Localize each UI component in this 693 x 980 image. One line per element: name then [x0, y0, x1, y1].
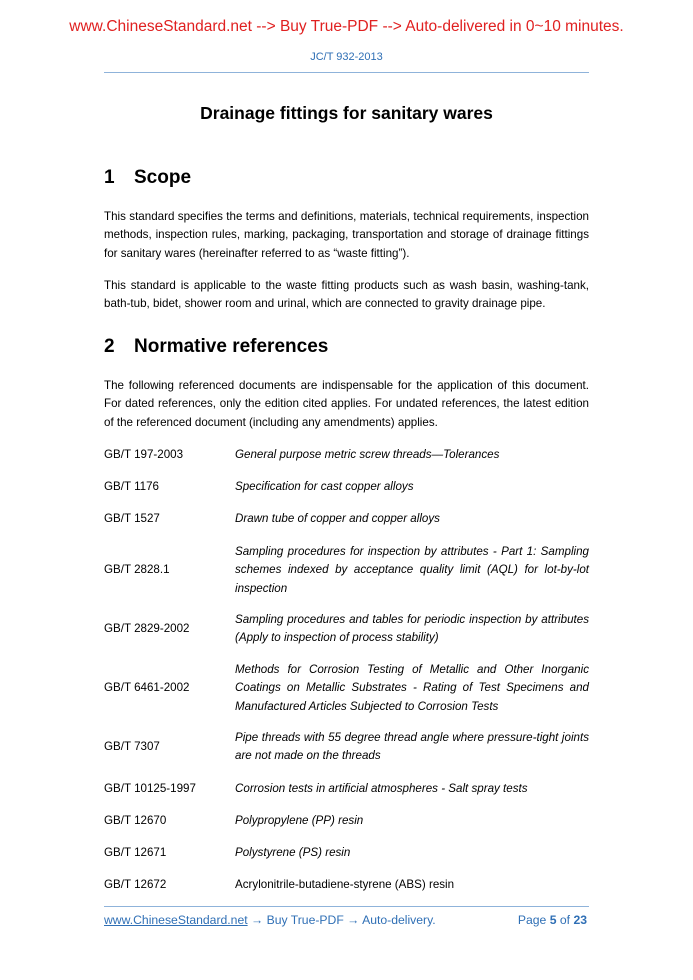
reference-title: General purpose metric screw threads—Tolerances: [235, 448, 500, 461]
header-divider: [104, 72, 589, 73]
section-number: 1: [104, 167, 115, 188]
reference-title: Drawn tube of copper and copper alloys: [235, 512, 440, 525]
page-current: 5: [549, 913, 557, 927]
reference-title: Corrosion tests in artificial atmospheres - Salt spray tests: [235, 782, 528, 795]
reference-code: GB/T 10125-1997: [104, 782, 196, 795]
section-heading-normative-references: [104, 336, 328, 358]
normative-references-paragraph: The following referenced documents are indispensable for the application of this document. For dated references, only the edition cited applies. For undated references, the latest edition of the referenced document (including any amendments) applies.: [104, 379, 589, 429]
reference-title: Polypropylene (PP) resin: [235, 814, 364, 827]
reference-code: GB/T 12671: [104, 846, 167, 859]
reference-title: Sampling procedures and tables for periodic inspection by attributes (Apply to inspection of process stability): [235, 613, 589, 645]
reference-code: GB/T 6461-2002: [104, 681, 190, 694]
reference-code: GB/T 2829-2002: [104, 622, 190, 635]
reference-code: GB/T 12672: [104, 878, 167, 891]
reference-code: GB/T 1176: [104, 480, 159, 493]
section-title: Normative references: [134, 336, 329, 357]
footer-promo: [104, 913, 436, 927]
page-of: of: [559, 913, 571, 927]
reference-code: GB/T 7307: [104, 740, 160, 753]
section-heading-scope: [104, 167, 191, 189]
page-label: Page: [517, 913, 547, 927]
page-indicator: [518, 913, 587, 927]
reference-code: GB/T 2828.1: [104, 563, 170, 576]
reference-title: Specification for cast copper alloys: [235, 480, 414, 493]
reference-title: Pipe threads with 55 degree thread angle where pressure-tight joints are not made on the threads: [235, 731, 589, 763]
page-total: 23: [573, 913, 587, 927]
document-title: Drainage fittings for sanitary wares: [200, 103, 493, 123]
scope-paragraph-2: This standard is applicable to the waste fitting products such as wash basin, washing-tank, bath-tub, bidet, shower room and urinal, which are connected to gravity drainage pipe.: [104, 279, 589, 311]
reference-code: GB/T 1527: [104, 512, 160, 525]
reference-code: GB/T 197-2003: [104, 448, 184, 461]
reference-title: Sampling procedures for inspection by attributes - Part 1: Sampling schemes indexed by acceptance quality limit (AQL) for lot-by-lot inspection: [235, 545, 589, 595]
section-number: 2: [104, 336, 115, 357]
footer-site-link[interactable]: www.ChineseStandard.net: [104, 913, 248, 927]
section-title: Scope: [134, 167, 192, 188]
reference-title: Methods for Corrosion Testing of Metallic and Other Inorganic Coatings on Metallic Substrates - Rating of Test Specimens and Manufactured Articles Subjected to Corrosion Tests: [235, 663, 589, 713]
scope-paragraph-1: This standard specifies the terms and definitions, materials, technical requirements, inspection methods, inspection rules, marking, packaging, transportation and storage of drainage fittings for sanitary wares (hereinafter referred to as “waste fitting”).: [104, 210, 589, 260]
reference-title: Polystyrene (PS) resin: [235, 846, 351, 859]
reference-code: GB/T 12670: [104, 814, 167, 827]
footer-divider: [104, 906, 589, 907]
footer-tagline: → Buy True-PDF → Auto-delivery.: [247, 913, 436, 927]
reference-title: Acrylonitrile-butadiene-styrene (ABS) resin: [235, 878, 455, 891]
standard-code-header: JC/T 932-2013: [310, 51, 383, 63]
promo-banner[interactable]: www.ChineseStandard.net --> Buy True-PDF --> Auto-delivered in 0~10 minutes.: [69, 18, 624, 35]
